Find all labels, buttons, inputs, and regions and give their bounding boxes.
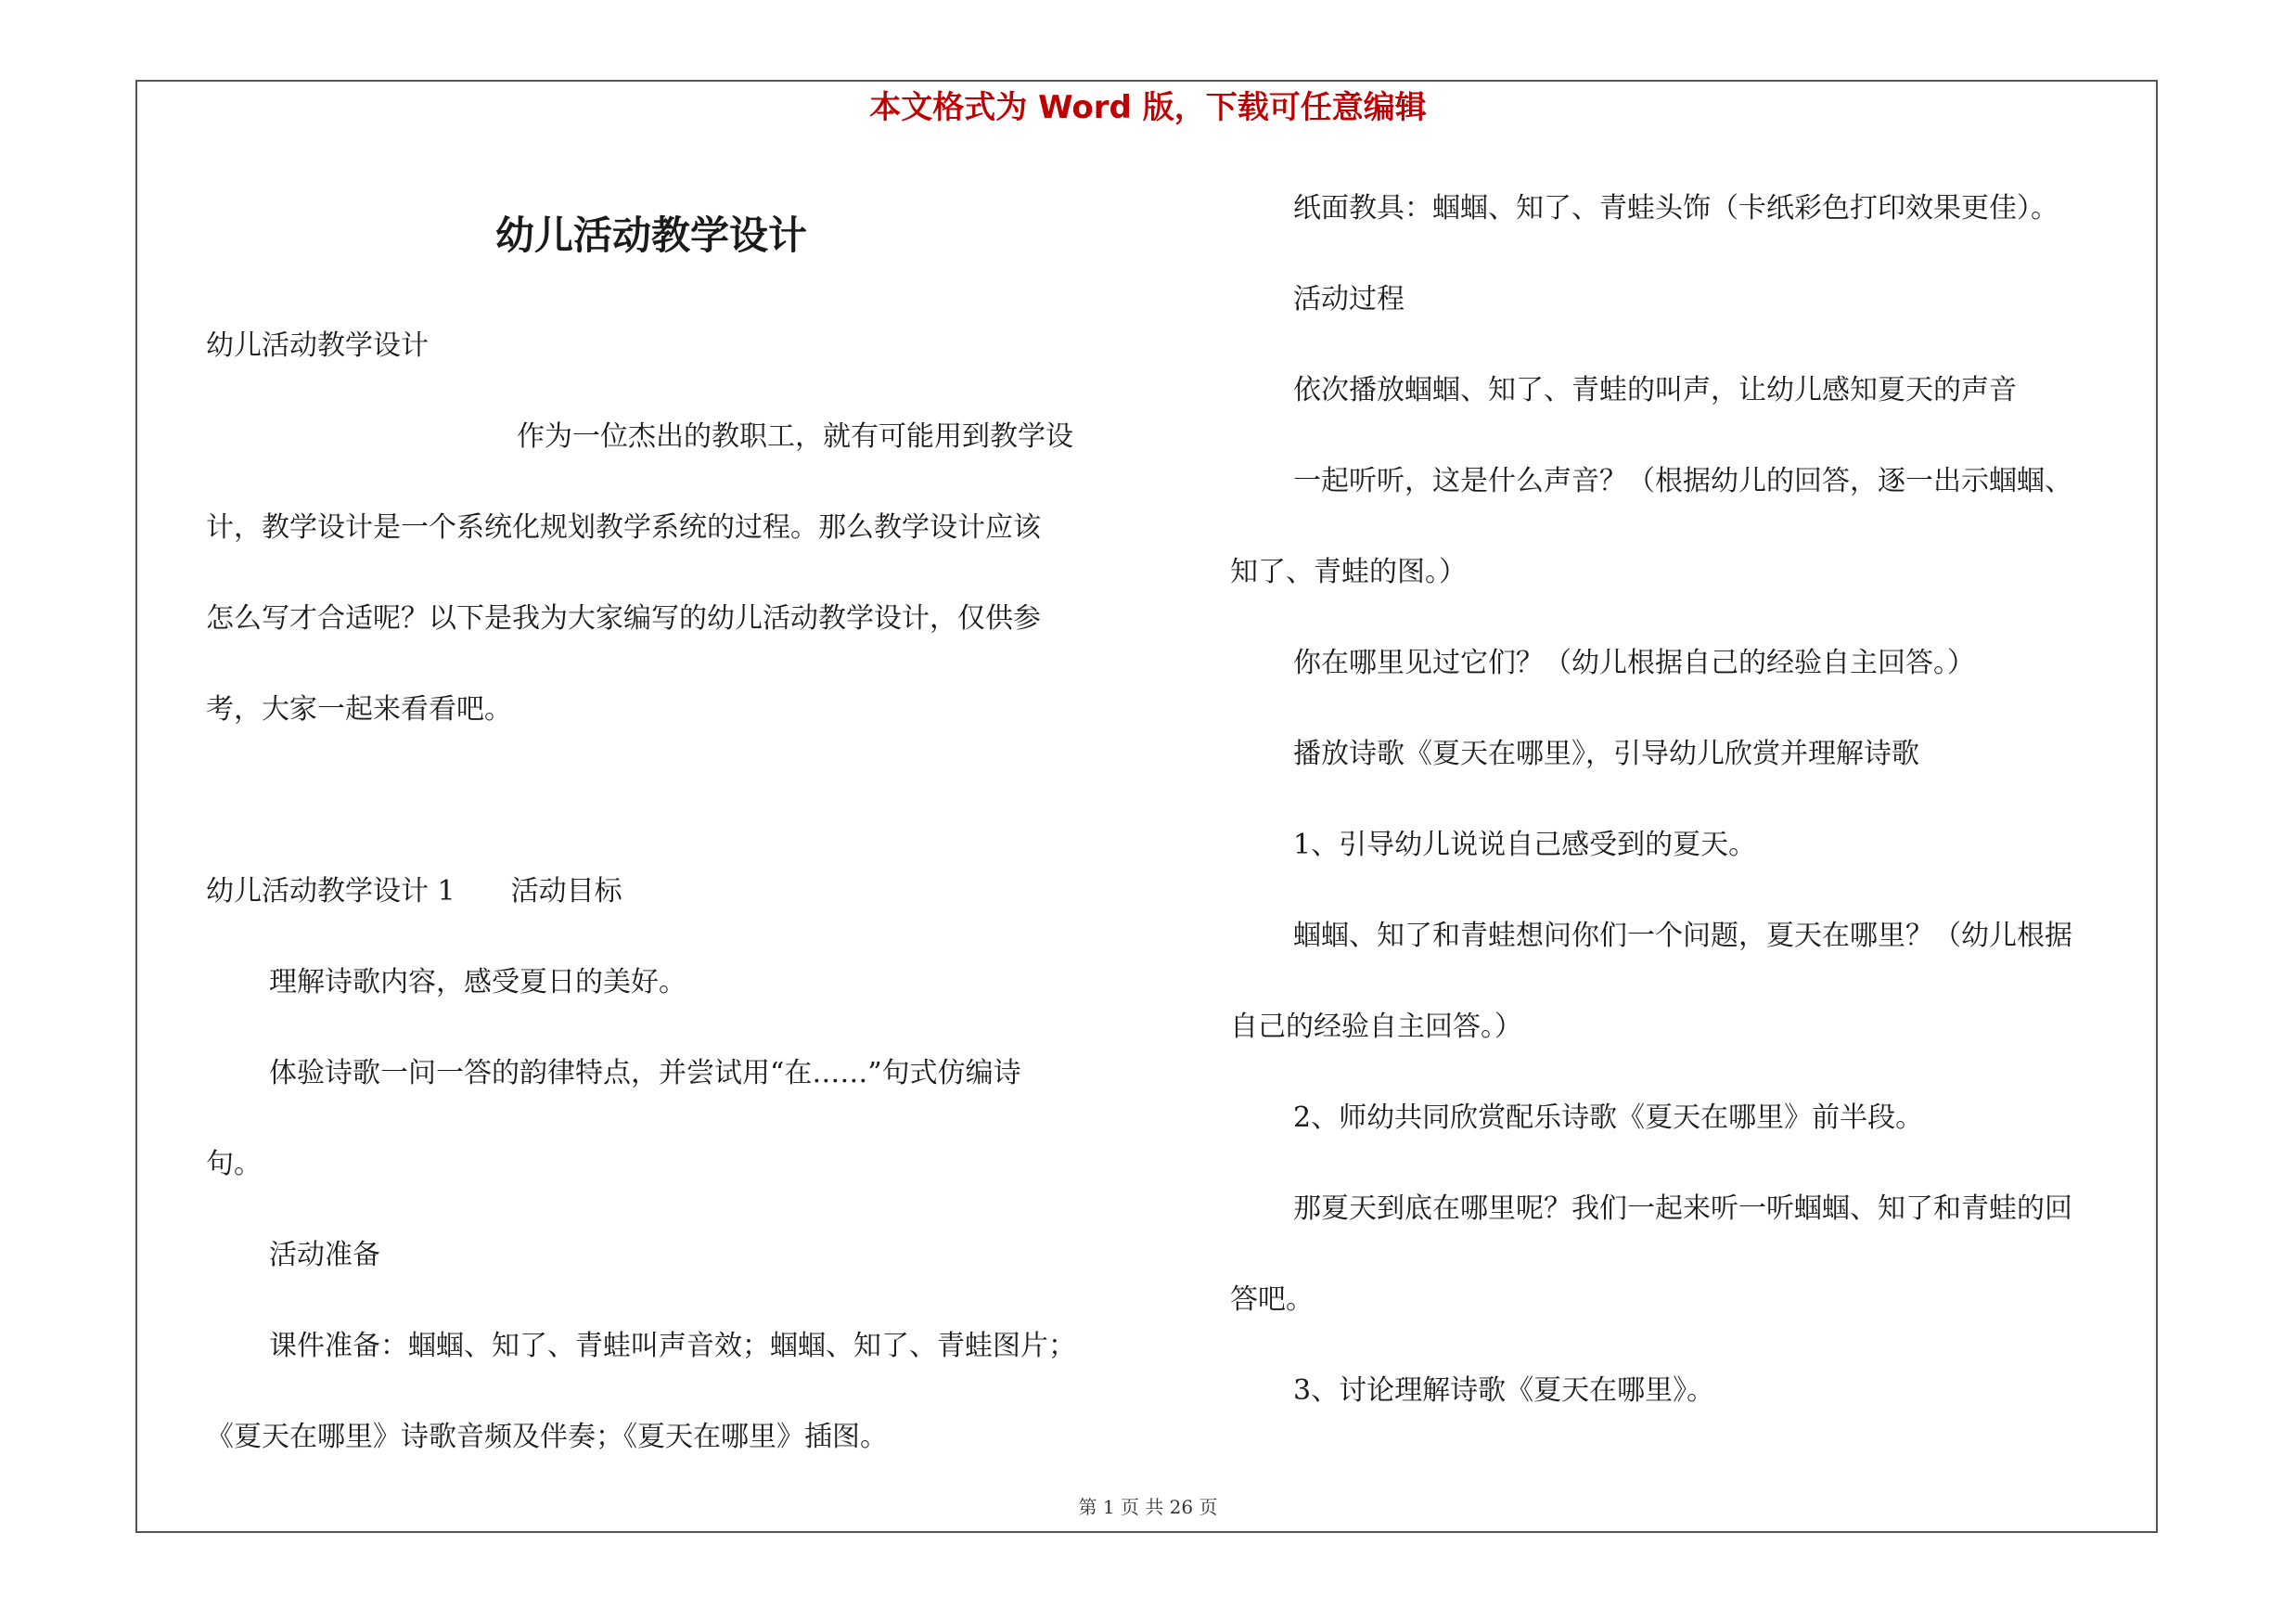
paragraph-line: 1、引导幼儿说说自己感受到的夏天。 [1293, 829, 1757, 861]
paragraph-line: 你在哪里见过它们？（幼儿根据自己的经验自主回答。） [1293, 647, 1975, 679]
paragraph-line: 3、讨论理解诗歌《夏天在哪里》。 [1293, 1374, 1715, 1407]
paragraph-line: 知了、青蛙的图。） [1230, 556, 1467, 588]
paragraph-line: 体验诗歌一问一答的韵律特点，并尝试用“在……”句式仿编诗 [269, 1057, 1021, 1089]
paragraph-line: 《夏天在哪里》诗歌音频及伴奏；《夏天在哪里》插图。 [206, 1421, 888, 1453]
paragraph-line: 2、师幼共同欣赏配乐诗歌《夏天在哪里》前半段。 [1293, 1101, 1924, 1134]
subheading: 活动准备 [269, 1239, 380, 1271]
paragraph-line: 怎么写才合适呢？以下是我为大家编写的幼儿活动教学设计，仅供参 [206, 602, 1041, 635]
page-number-footer: 第 1 页 共 26 页 [1078, 1496, 1218, 1518]
paragraph-line: 自己的经验自主回答。） [1230, 1011, 1522, 1043]
paragraph-line: 作为一位杰出的教职工，就有可能用到教学设 [517, 420, 1073, 453]
paragraph-line: 那夏天到底在哪里呢？我们一起来听一听蝈蝈、知了和青蛙的回 [1293, 1192, 2072, 1225]
subheading: 活动过程 [1293, 283, 1405, 316]
paragraph-line: 播放诗歌《夏天在哪里》，引导幼儿欣赏并理解诗歌 [1293, 738, 1919, 770]
paragraph-line: 一起听听，这是什么声音？（根据幼儿的回答，逐一出示蝈蝈、 [1293, 465, 2072, 497]
section-heading: 幼儿活动教学设计 1 活动目标 [206, 875, 622, 908]
left-column [206, 327, 1129, 1509]
paragraph-line: 句。 [206, 1148, 262, 1180]
paragraph-line: 答吧。 [1230, 1283, 1314, 1316]
paragraph-line: 蝈蝈、知了和青蛙想问你们一个问题，夏天在哪里？（幼儿根据 [1293, 920, 2072, 952]
paragraph-line: 课件准备：蝈蝈、知了、青蛙叫声音效；蝈蝈、知了、青蛙图片； [269, 1330, 1076, 1362]
paragraph-line: 依次播放蝈蝈、知了、青蛙的叫声，让幼儿感知夏天的声音 [1293, 374, 2017, 406]
paragraph-line: 幼儿活动教学设计 [206, 329, 429, 362]
paragraph-line: 考，大家一起来看看吧。 [206, 693, 512, 726]
format-banner: 本文格式为 Word 版，下载可任意编辑 [869, 89, 1427, 126]
right-column [1230, 189, 2181, 1462]
paragraph-line: 计，教学设计是一个系统化规划教学系统的过程。那么教学设计应该 [206, 511, 1041, 544]
paragraph-line: 理解诗歌内容，感受夏日的美好。 [269, 966, 686, 998]
document-title: 幼儿活动教学设计 [494, 213, 807, 258]
paragraph-line: 纸面教具：蝈蝈、知了、青蛙头饰（卡纸彩色打印效果更佳）。 [1293, 192, 2059, 225]
